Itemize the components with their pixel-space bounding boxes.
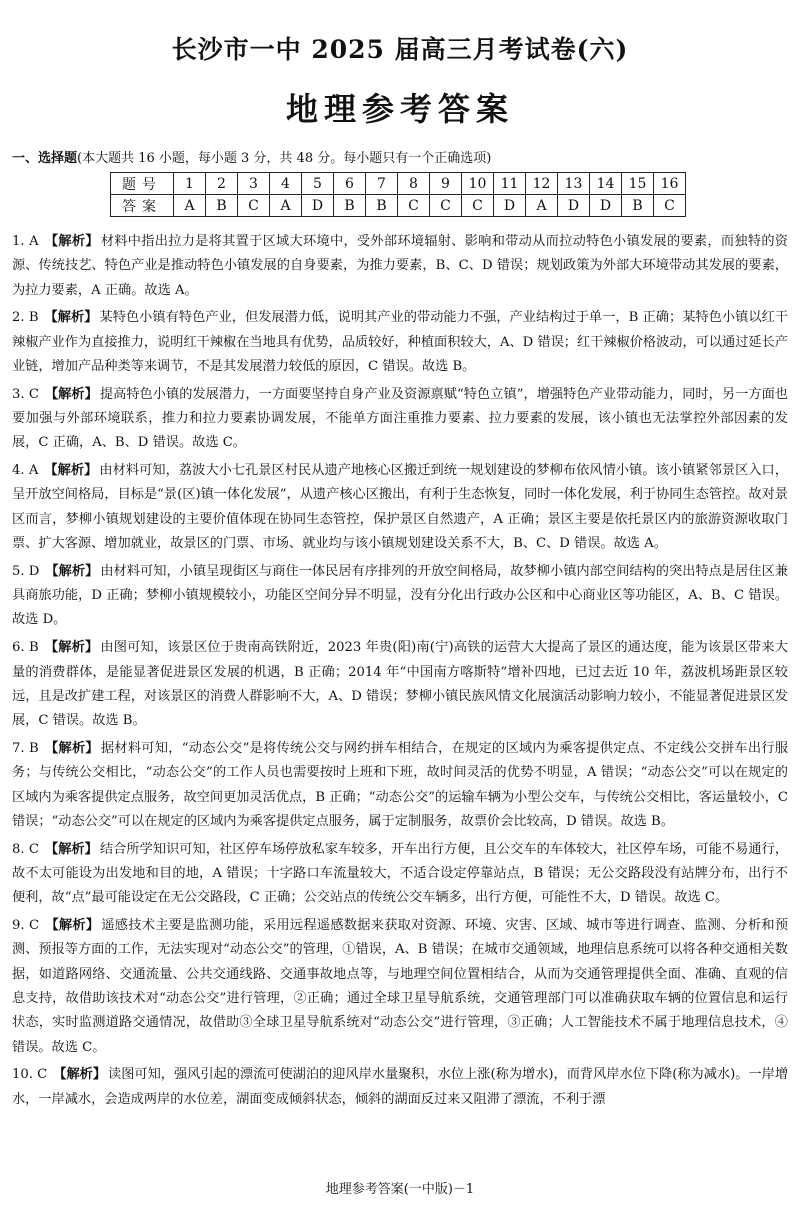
table-cell: C [238, 195, 270, 217]
question-number: 5. D [12, 563, 40, 579]
section-heading [12, 147, 491, 166]
table-cell: 13 [558, 173, 590, 195]
table-cell: A [174, 195, 206, 217]
analysis-text: 材料中指出拉力是将其置于区域大环境中，受外部环境辐射、影响和带动从而拉动特色小镇发展的要素，而独特的资源、传统技艺、特色产业是推动特色小镇发展的自身要素，为推力要素，B、C、D 错误；规划政策为外部大环境带动其发展的要素，为拉力要素，A 正确。故选 A。 [12, 234, 788, 298]
table-cell: D [494, 195, 526, 217]
list-item [12, 383, 788, 456]
question-number: 2. B [12, 310, 39, 326]
analysis-tag: 【解析】 [53, 1067, 107, 1083]
question-number: 6. B [12, 640, 39, 656]
list-item [12, 636, 788, 733]
list-item [12, 737, 788, 834]
table-cell: 1 [174, 173, 206, 195]
table-cell: 3 [238, 173, 270, 195]
table-cell: 10 [462, 173, 494, 195]
analysis-text: 由材料可知，荔波大小七孔景区村民从遗产地核心区搬迁到统一规划建设的梦柳布依风情小镇。该小镇紧邻景区入口，呈开放空间格局，目标是“景(区)镇一体化发展”，从遗产核心区搬出，有利于生态恢复，同时一体化发展，利于协同生态管控。故对景区而言，梦柳小镇规划建设的主要价值体现在协同生态管控，保护景区自然遗产，A 正确；景区主要是依托景区内的旅游资源收取门票、扩大客源、增加就业，故景区的门票、市场、就业均与该小镇规划建设关系不大，B、C、D 错误。故选 A。 [12, 463, 788, 552]
table-cell: 9 [430, 173, 462, 195]
row-label-answer: 答案 [111, 195, 174, 217]
table-cell: C [654, 195, 686, 217]
row-label-number: 题号 [111, 173, 174, 195]
analysis-tag: 【解析】 [44, 234, 99, 249]
analysis-text: 某特色小镇有特色产业，但发展潜力低，说明其产业的带动能力不强，产业结构过于单一，B 正确；某特色小镇以红干辣椒产业作为直接推力，说明红干辣椒在当地具有优势，品质较好，种植面积较大，A、D 错误；红干辣椒价格波动，可以通过延长产业链，增加产品种类等来调节，不是其发展潜力较低的原因，C 错误。故选 B。 [12, 310, 789, 374]
answer-table-number-row [111, 173, 686, 195]
question-number: 4. A [12, 463, 39, 479]
analysis-tag: 【解析】 [44, 463, 98, 479]
table-cell: A [526, 195, 558, 217]
table-cell: D [558, 195, 590, 217]
table-cell: B [622, 195, 654, 217]
analysis-text: 遥感技术主要是监测功能，采用远程遥感数据来获取对资源、环境、灾害、区域、城市等进行调查、监测、分析和预测、预报等方面的工作，无法实现对“动态公交”的管理，①错误，A、B 错误；在城市交通领域，地理信息系统可以将各种交通相关数据，如道路网络、交通流量、公共交通线路、交通事故地点等，与地理空间位置相结合，从而为交通管理提供全面、准确、直观的信息支持，故借助该技术对“动态公交”进行管理，②正确；通过全球卫星导航系统，交通管理部门可以准确获取车辆的位置信息和运行状态，实时监测道路交通情况，故借助③全球卫星导航系统对“动态公交”进行管理，③正确；人工智能技术不属于地理信息技术，④错误。故选 C。 [12, 918, 789, 1055]
page-footer: 地理参考答案(一中版)－1 [325, 1182, 475, 1197]
table-cell: 8 [398, 173, 430, 195]
analysis-tag: 【解析】 [44, 310, 98, 326]
table-cell: 11 [494, 173, 526, 195]
list-item [12, 306, 788, 379]
question-number: 8. C [12, 841, 39, 857]
list-item [12, 838, 788, 911]
table-cell: 2 [206, 173, 238, 195]
list-item [12, 914, 788, 1060]
question-number: 3. C [12, 386, 39, 402]
analysis-text: 读图可知，强风引起的漂流可使湖泊的迎风岸水量聚积，水位上涨(称为增水)，而背风岸水位下降(称为减水)。一岸增水，一岸减水，会造成两岸的水位差，湖面变成倾斜状态，倾斜的湖面反过来又阻滞了漂流，不利于漂 [12, 1067, 789, 1107]
page-title: 地理参考答案 [285, 90, 514, 128]
exam-title: 长沙市一中 2025 届高三月考试卷(六) [171, 35, 629, 64]
analysis-tag: 【解析】 [44, 386, 98, 402]
question-number: 7. B [12, 740, 39, 756]
table-cell: 15 [622, 173, 654, 195]
list-item [12, 230, 788, 303]
list-item [12, 560, 788, 633]
table-cell: 6 [334, 173, 366, 195]
table-cell: C [430, 195, 462, 217]
table-cell: A [270, 195, 302, 217]
table-cell: 14 [590, 173, 622, 195]
analysis-tag: 【解析】 [45, 563, 99, 579]
table-cell: D [302, 195, 334, 217]
table-cell: 7 [366, 173, 398, 195]
table-cell: 16 [654, 173, 686, 195]
table-cell: B [366, 195, 398, 217]
answer-table [110, 172, 686, 217]
analysis-text: 结合所学知识可知，社区停车场停放私家车较多，开车出行方便，且公交车的车体较大，社区停车场，可能不易通行，故不太可能设为出发地和目的地，A 错误；十字路口车流量较大，不适合设定停靠站点，B 错误；无公交路段没有站牌分布，出行不便利，故“点”最可能设定在无公交路段，C 正确；公交站点的传统公交车辆多，出行方便，可能性不大，D 错误。故选 C。 [12, 841, 789, 906]
answer-table-answer-row [111, 195, 686, 217]
table-cell: B [206, 195, 238, 217]
table-cell: 4 [270, 173, 302, 195]
table-cell: C [398, 195, 430, 217]
question-number: 9. C [12, 918, 40, 934]
analysis-text: 提高特色小镇的发展潜力，一方面要坚持自身产业及资源禀赋“特色立镇”，增强特色产业带动能力，同时，另一方面也要加强与外部环境联系，推力和拉力要素协调发展，不能单方面注重推力要素、拉力要素的发展，该小镇也无法掌控外部因素的发展，C 正确，A、B、D 错误。故选 C。 [12, 386, 788, 451]
section-title: 一、选择题 [12, 151, 78, 166]
table-cell: B [334, 195, 366, 217]
analysis-tag: 【解析】 [45, 918, 100, 934]
analysis-list [12, 230, 788, 1115]
section-note: (本大题共 16 小题，每小题 3 分，共 48 分。每小题只有一个正确选项) [77, 151, 492, 166]
table-cell: 12 [526, 173, 558, 195]
analysis-text: 据材料可知，“动态公交”是将传统公交与网约拼车相结合，在规定的区域内为乘客提供定点、不定线公交拼车出行服务；与传统公交相比，“动态公交”的工作人员也需要按时上班和下班，故时间灵活的优势不明显，A 错误；“动态公交”可以在规定的区域内为乘客提供定点服务，故空间更加灵活优点，B 正确；“动态公交”的运输车辆为小型公交车，与传统公交相比，客运量较小，C 错误；“动态公交”可以在规定的区域内为乘客提供定点服务，属于定制服务，故票价会比较高，D 错误。故选 B。 [12, 740, 789, 829]
analysis-tag: 【解析】 [44, 841, 98, 857]
question-number: 1. A [12, 234, 39, 249]
table-cell: C [462, 195, 494, 217]
list-item [12, 1063, 788, 1112]
question-number: 10. C [12, 1067, 48, 1083]
analysis-text: 由图可知，该景区位于贵南高铁附近，2023 年贵(阳)南(宁)高铁的运营大大提高了景区的通达度，能为该景区带来大量的消费群体，是能显著促进景区发展的机遇，B 正确；2014 年“中国南方喀斯特”增补四地，已过去近 10 年，荔波机场距景区较远，且是改扩建工程，对该景区的消费人群影响不大，A、D 错误；梦柳小镇民族风情文化展演活动影响力较小，不能显著促进景区发展，C 错误。故选 B。 [12, 640, 788, 729]
analysis-text: 由材料可知，小镇呈现街区与商住一体民居有序排列的开放空间格局，故梦柳小镇内部空间结构的突出特点是居住区兼具商旅功能，D 正确；梦柳小镇规模较小，功能区空间分异不明显，没有分化出行政办公区和中心商业区等功能区，A、B、C 错误。故选 D。 [12, 563, 788, 628]
table-cell: 5 [302, 173, 334, 195]
table-cell: D [590, 195, 622, 217]
analysis-tag: 【解析】 [44, 640, 99, 656]
analysis-tag: 【解析】 [44, 740, 99, 756]
list-item [12, 459, 788, 556]
